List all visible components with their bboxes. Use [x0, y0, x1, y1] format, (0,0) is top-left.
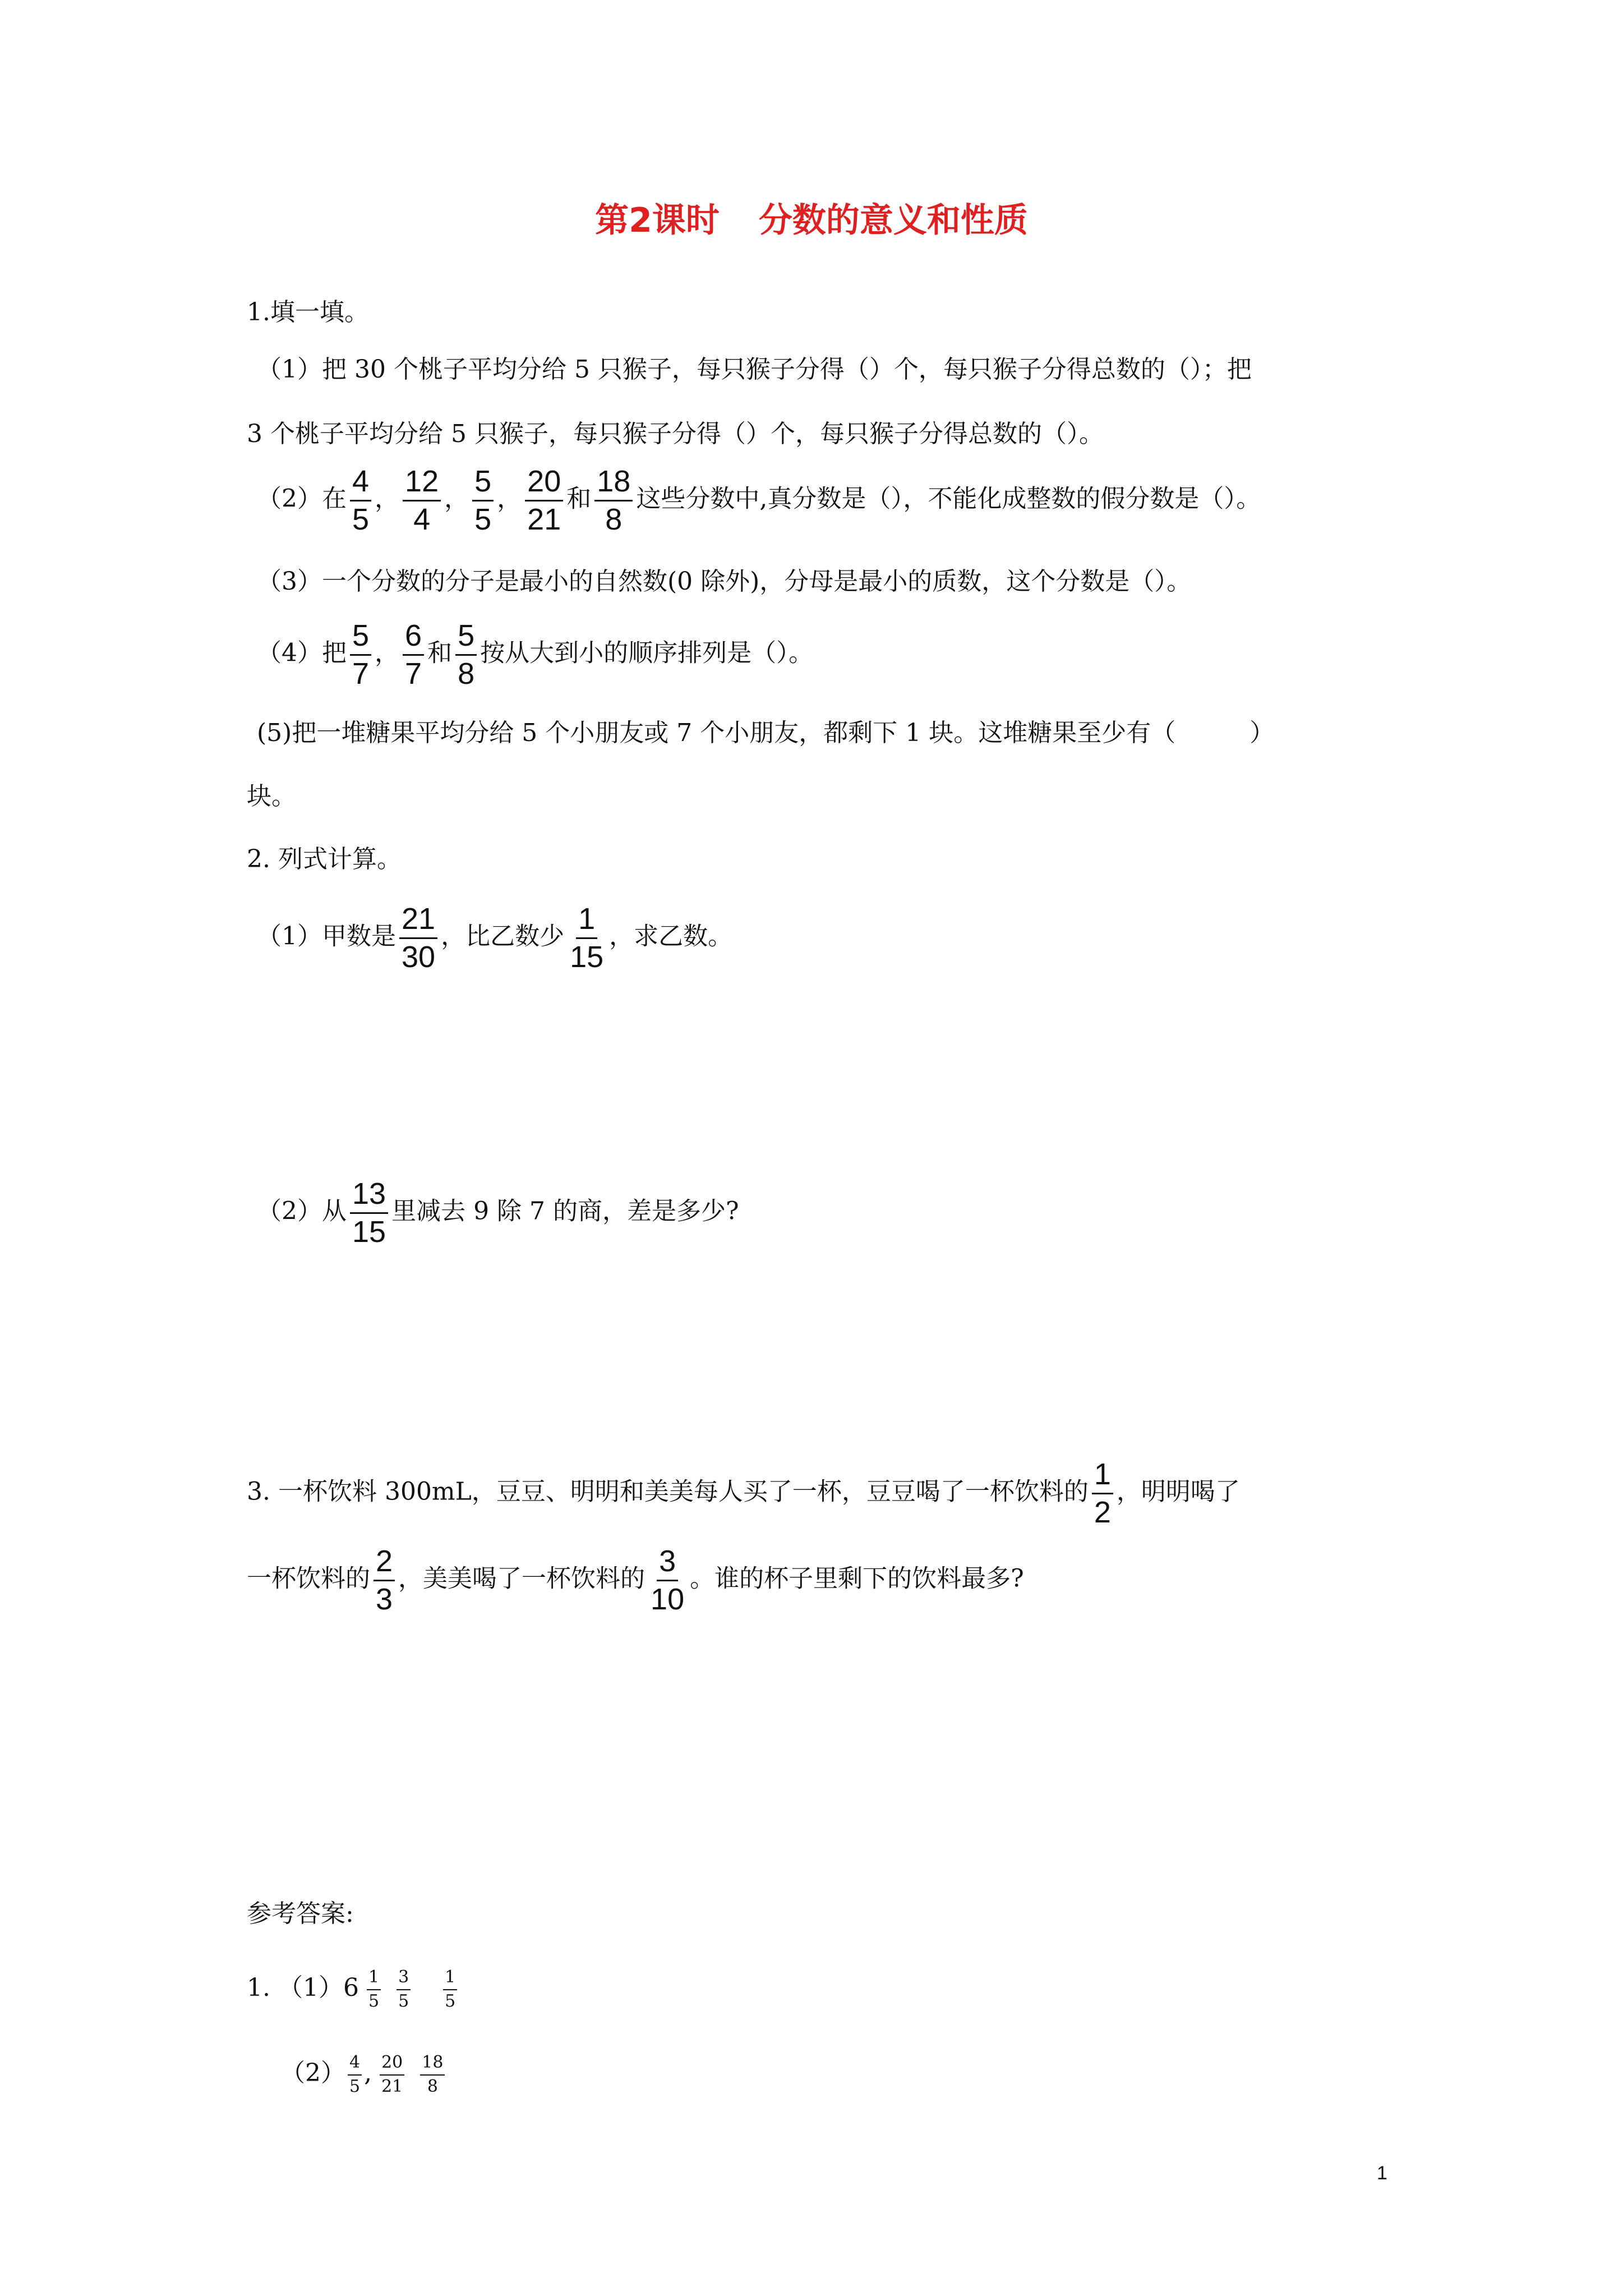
q2-2: [257, 1178, 739, 1248]
q1-1-line1: （1）把 30 个桃子平均分给 5 只猴子，每只猴子分得（）个，每只猴子分得总数的（）；把: [257, 355, 1252, 384]
fraction-21-30: $\frac{21}{30}$: [399, 903, 437, 973]
q1-4-suffix: 按从大到小的顺序排列是（）。: [480, 638, 814, 668]
answer-2: （2） $\frac{4}{5}$ , $\frac{20}{21}$ $\frac{18}{8}$: [280, 2053, 453, 2096]
fraction-5-8: $\frac{5}{8}$: [455, 620, 477, 689]
q1-2-suffix: 这些分数中,真分数是（），不能化成整数的假分数是（）。: [636, 484, 1261, 513]
fraction-2-3: $\frac{2}{3}$: [374, 1545, 395, 1615]
lesson-number: 第2课时: [595, 201, 720, 240]
answer-fraction: $\frac{1}{5}$: [367, 1968, 381, 2011]
q1-5-line2: 块。: [247, 782, 296, 811]
page-number: 1: [1377, 2162, 1387, 2184]
q1-1-line2: 3 个桃子平均分给 5 只猴子，每只猴子分得（）个，每只猴子分得总数的（）。: [247, 420, 1104, 448]
answer-fraction: $\frac{20}{21}$: [380, 2053, 404, 2096]
answer-1: 1. （1）6 $\frac{1}{5}$ $\frac{3}{5}$ $\frac{1}{5}$: [247, 1968, 465, 2011]
q1-5-line1: (5)把一堆糖果平均分给 5 个小朋友或 7 个小朋友，都剩下 1 块。这堆糖果至少有（ ）: [257, 719, 1275, 747]
q1-3: （3）一个分数的分子是最小的自然数(0 除外)，分母是最小的质数，这个分数是（）。: [257, 567, 1192, 596]
q1-4-prefix: （4）把: [257, 638, 347, 668]
answer-fraction: $\frac{1}{5}$: [443, 1968, 457, 2011]
fraction-1-2: $\frac{1}{2}$: [1092, 1458, 1113, 1528]
answers-heading: 参考答案:: [247, 1899, 354, 1928]
fraction-20-21: $\frac{20}{21}$: [525, 466, 563, 535]
answer-fraction: $\frac{18}{8}$: [420, 2053, 445, 2096]
lesson-topic: 分数的意义和性质: [758, 201, 1028, 240]
q1-4: （4）把 $\frac{5}{7}$ ， $\frac{6}{7}$ 和 $\frac{5}{8}$ 按从大到小的顺序排列是（）。: [257, 619, 814, 691]
q2-1: （1）甲数是 $\frac{21}{30}$ ，比乙数少 $\frac{1}{15}$ ，求乙数。: [257, 902, 733, 974]
fraction-18-8: $\frac{18}{8}$: [594, 466, 633, 535]
fraction-3-10: $\frac{3}{10}$: [651, 1544, 685, 1616]
fraction-4-5: $\frac{4}{5}$: [350, 466, 371, 535]
q2-1-prefix: （1）甲数是: [257, 922, 396, 951]
q2-1-suffix: ，求乙数。: [609, 922, 733, 951]
fraction-5-5: $\frac{5}{5}$: [472, 466, 494, 535]
answer-fraction: $\frac{3}{5}$: [396, 1968, 411, 2011]
q2-heading: 2. 列式计算。: [247, 845, 402, 873]
q1-heading: 1.填一填。: [247, 298, 369, 326]
answer-fraction: $\frac{4}{5}$: [348, 2053, 362, 2096]
q3-line2: 一杯饮料的 $\frac{2}{3}$ ，美美喝了一杯饮料的 $\frac{3}{10}$ 。谁的杯子里剩下的饮料最多?: [247, 1544, 1024, 1616]
fraction-13-15: $\frac{13}{15}$: [350, 1178, 388, 1248]
fraction-5-7: $\frac{5}{7}$: [350, 620, 371, 689]
q2-2-prefix: （2）从: [257, 1197, 347, 1226]
q3-line1: 3. 一杯饮料 300mL，豆豆、明明和美美每人买了一杯，豆豆喝了一杯饮料的 $\frac{1}{2}$ ，明明喝了: [247, 1457, 1240, 1529]
fraction-6-7: $\frac{6}{7}$: [403, 620, 424, 689]
page-title: [0, 194, 1623, 242]
q1-2: （2）在 $\frac{4}{5}$ ， $\frac{12}{4}$ ， $\frac{5}{5}$ ， $\frac{20}{21}$ 和 $\frac{18}{8}$ 这些分数中,真分数是（），不能化成整数的假分数是（）。: [257, 464, 1261, 536]
q1-2-prefix: （2）在: [257, 484, 347, 513]
q2-2-suffix: 里减去 9 除 7 的商，差是多少?: [391, 1197, 739, 1226]
fraction-1-15: $\frac{1}{15}$: [570, 902, 604, 974]
fraction-12-4: $\frac{12}{4}$: [403, 466, 441, 535]
